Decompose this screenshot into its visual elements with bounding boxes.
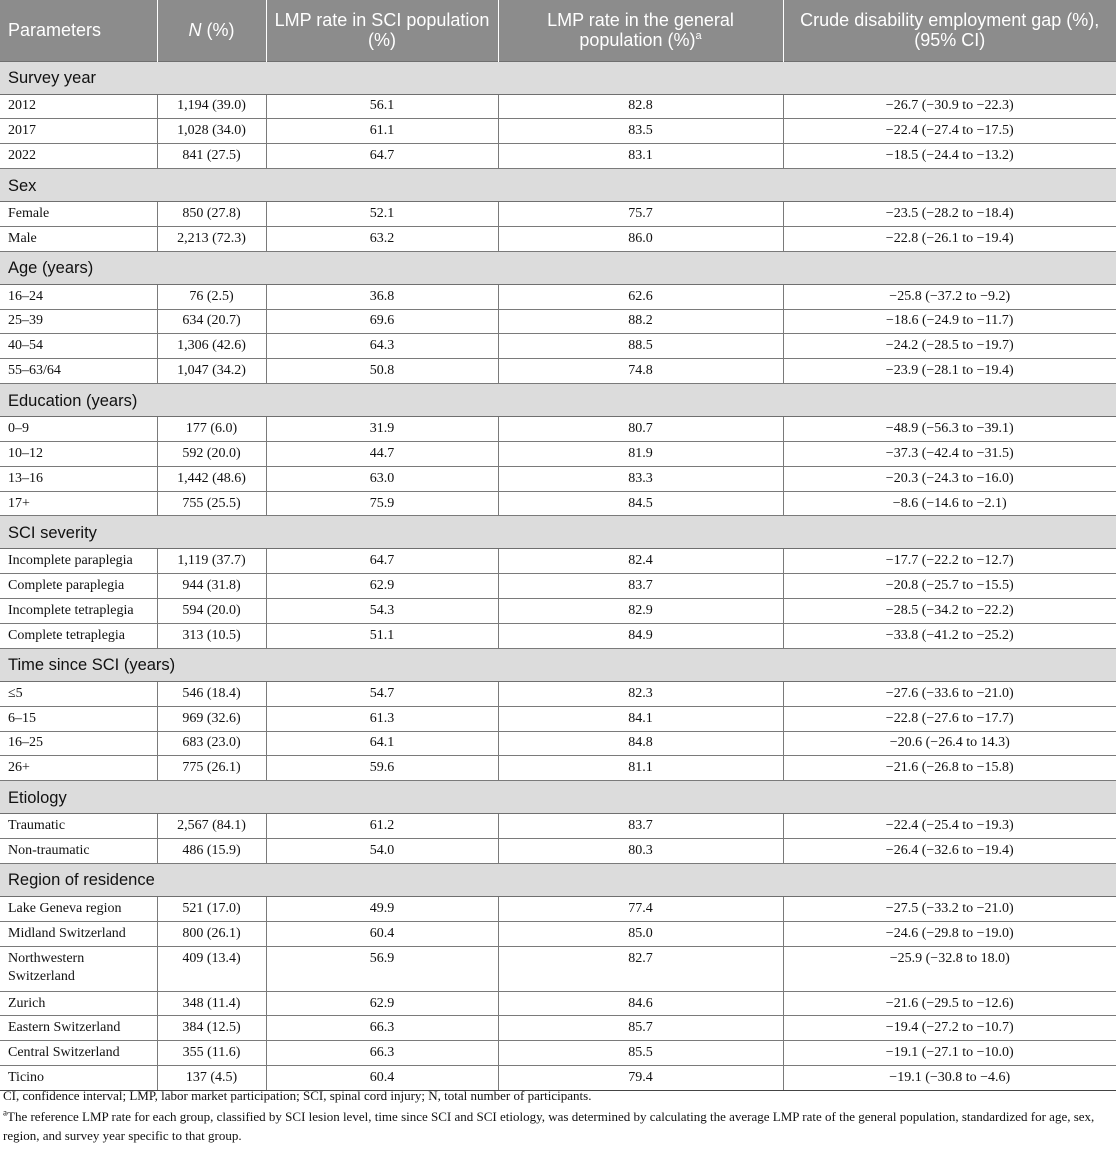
row-n-percent: 137 (4.5) bbox=[157, 1066, 266, 1091]
row-n-percent: 384 (12.5) bbox=[157, 1016, 266, 1041]
row-lmp-sci: 69.6 bbox=[266, 309, 498, 334]
table-row bbox=[0, 896, 1116, 921]
row-lmp-general: 84.6 bbox=[498, 991, 783, 1016]
table-row bbox=[0, 991, 1116, 1016]
row-lmp-sci: 64.7 bbox=[266, 144, 498, 169]
group-title: SCI severity bbox=[0, 516, 1116, 549]
row-label: 2017 bbox=[0, 119, 157, 144]
row-n-percent: 546 (18.4) bbox=[157, 681, 266, 706]
row-label: 17+ bbox=[0, 491, 157, 516]
table-row bbox=[0, 491, 1116, 516]
row-lmp-sci: 62.9 bbox=[266, 991, 498, 1016]
row-lmp-general: 80.3 bbox=[498, 839, 783, 864]
group-title: Age (years) bbox=[0, 251, 1116, 284]
table-row bbox=[0, 309, 1116, 334]
row-lmp-general: 81.1 bbox=[498, 756, 783, 781]
row-lmp-sci: 64.7 bbox=[266, 549, 498, 574]
row-lmp-sci: 44.7 bbox=[266, 441, 498, 466]
row-lmp-sci: 52.1 bbox=[266, 202, 498, 227]
row-lmp-sci: 64.3 bbox=[266, 334, 498, 359]
row-lmp-sci: 63.2 bbox=[266, 226, 498, 251]
row-n-percent: 409 (13.4) bbox=[157, 946, 266, 991]
row-employment-gap: −33.8 (−41.2 to −25.2) bbox=[783, 624, 1116, 649]
row-lmp-sci: 54.0 bbox=[266, 839, 498, 864]
row-n-percent: 841 (27.5) bbox=[157, 144, 266, 169]
row-employment-gap: −22.4 (−27.4 to −17.5) bbox=[783, 119, 1116, 144]
row-employment-gap: −26.4 (−32.6 to −19.4) bbox=[783, 839, 1116, 864]
row-lmp-sci: 51.1 bbox=[266, 624, 498, 649]
table-body bbox=[0, 61, 1116, 1090]
row-n-percent: 76 (2.5) bbox=[157, 284, 266, 309]
row-lmp-sci: 49.9 bbox=[266, 896, 498, 921]
table-row bbox=[0, 226, 1116, 251]
row-employment-gap: −21.6 (−26.8 to −15.8) bbox=[783, 756, 1116, 781]
table-row bbox=[0, 706, 1116, 731]
row-label: Traumatic bbox=[0, 814, 157, 839]
row-lmp-general: 80.7 bbox=[498, 417, 783, 442]
row-lmp-general: 84.9 bbox=[498, 624, 783, 649]
row-n-percent: 1,194 (39.0) bbox=[157, 94, 266, 119]
row-label: Zurich bbox=[0, 991, 157, 1016]
row-lmp-sci: 64.1 bbox=[266, 731, 498, 756]
row-lmp-general: 81.9 bbox=[498, 441, 783, 466]
row-label: 55–63/64 bbox=[0, 359, 157, 384]
row-employment-gap: −28.5 (−34.2 to −22.2) bbox=[783, 599, 1116, 624]
group-title: Time since SCI (years) bbox=[0, 648, 1116, 681]
row-n-percent: 755 (25.5) bbox=[157, 491, 266, 516]
table-row bbox=[0, 334, 1116, 359]
table-row bbox=[0, 359, 1116, 384]
row-lmp-general: 85.5 bbox=[498, 1041, 783, 1066]
row-n-percent: 1,047 (34.2) bbox=[157, 359, 266, 384]
row-lmp-sci: 54.7 bbox=[266, 681, 498, 706]
row-n-percent: 944 (31.8) bbox=[157, 574, 266, 599]
row-n-percent: 1,306 (42.6) bbox=[157, 334, 266, 359]
row-lmp-sci: 62.9 bbox=[266, 574, 498, 599]
table-row bbox=[0, 731, 1116, 756]
footnote-marker: a bbox=[3, 1107, 7, 1118]
row-lmp-sci: 75.9 bbox=[266, 491, 498, 516]
row-employment-gap: −24.2 (−28.5 to −19.7) bbox=[783, 334, 1116, 359]
row-employment-gap: −22.8 (−27.6 to −17.7) bbox=[783, 706, 1116, 731]
row-label: Non-traumatic bbox=[0, 839, 157, 864]
row-employment-gap: −23.9 (−28.1 to −19.4) bbox=[783, 359, 1116, 384]
row-n-percent: 177 (6.0) bbox=[157, 417, 266, 442]
row-lmp-sci: 61.1 bbox=[266, 119, 498, 144]
group-title: Education (years) bbox=[0, 384, 1116, 417]
row-label: Central Switzerland bbox=[0, 1041, 157, 1066]
row-lmp-general: 83.5 bbox=[498, 119, 783, 144]
footnote-note-text: The reference LMP rate for each group, classified by SCI lesion level, time since SCI and SCI etiology, was determined by calculating the average LMP rate of the general population, standardized for age, sex, region, and survey year specific to that group. bbox=[3, 1109, 1095, 1143]
group-row bbox=[0, 648, 1116, 681]
row-lmp-sci: 59.6 bbox=[266, 756, 498, 781]
row-n-percent: 2,213 (72.3) bbox=[157, 226, 266, 251]
table-row bbox=[0, 466, 1116, 491]
row-label: Complete tetraplegia bbox=[0, 624, 157, 649]
row-lmp-general: 62.6 bbox=[498, 284, 783, 309]
row-employment-gap: −48.9 (−56.3 to −39.1) bbox=[783, 417, 1116, 442]
row-label: 6–15 bbox=[0, 706, 157, 731]
row-n-percent: 683 (23.0) bbox=[157, 731, 266, 756]
table-row bbox=[0, 681, 1116, 706]
row-employment-gap: −23.5 (−28.2 to −18.4) bbox=[783, 202, 1116, 227]
row-lmp-general: 84.8 bbox=[498, 731, 783, 756]
row-employment-gap: −37.3 (−42.4 to −31.5) bbox=[783, 441, 1116, 466]
row-employment-gap: −8.6 (−14.6 to −2.1) bbox=[783, 491, 1116, 516]
row-label: Midland Switzerland bbox=[0, 921, 157, 946]
row-label: Ticino bbox=[0, 1066, 157, 1091]
row-lmp-general: 84.1 bbox=[498, 706, 783, 731]
table-row bbox=[0, 94, 1116, 119]
row-employment-gap: −26.7 (−30.9 to −22.3) bbox=[783, 94, 1116, 119]
row-employment-gap: −22.4 (−25.4 to −19.3) bbox=[783, 814, 1116, 839]
row-lmp-general: 82.4 bbox=[498, 549, 783, 574]
row-label: 16–25 bbox=[0, 731, 157, 756]
row-n-percent: 313 (10.5) bbox=[157, 624, 266, 649]
row-label: 10–12 bbox=[0, 441, 157, 466]
row-n-percent: 1,028 (34.0) bbox=[157, 119, 266, 144]
header-lmp-sci: LMP rate in SCI population (%) bbox=[266, 0, 498, 61]
table-row bbox=[0, 624, 1116, 649]
table-row bbox=[0, 599, 1116, 624]
header-lmp-general-label: LMP rate in the general population (%) bbox=[547, 10, 734, 51]
table-row bbox=[0, 574, 1116, 599]
group-title: Sex bbox=[0, 169, 1116, 202]
row-label: Female bbox=[0, 202, 157, 227]
group-row bbox=[0, 781, 1116, 814]
table-row bbox=[0, 756, 1116, 781]
header-n-percent bbox=[157, 0, 266, 61]
row-lmp-sci: 56.9 bbox=[266, 946, 498, 991]
row-n-percent: 592 (20.0) bbox=[157, 441, 266, 466]
group-row bbox=[0, 169, 1116, 202]
row-n-percent: 1,119 (37.7) bbox=[157, 549, 266, 574]
row-lmp-sci: 61.2 bbox=[266, 814, 498, 839]
row-label: Northwestern Switzerland bbox=[0, 946, 157, 991]
row-lmp-sci: 56.1 bbox=[266, 94, 498, 119]
row-employment-gap: −19.1 (−30.8 to −4.6) bbox=[783, 1066, 1116, 1091]
row-lmp-general: 75.7 bbox=[498, 202, 783, 227]
table-row bbox=[0, 144, 1116, 169]
group-title: Region of residence bbox=[0, 863, 1116, 896]
row-label: 2022 bbox=[0, 144, 157, 169]
row-employment-gap: −19.4 (−27.2 to −10.7) bbox=[783, 1016, 1116, 1041]
group-row bbox=[0, 516, 1116, 549]
row-lmp-sci: 60.4 bbox=[266, 1066, 498, 1091]
header-employment-gap: Crude disability employment gap (%), (95% CI) bbox=[783, 0, 1116, 61]
row-lmp-general: 88.2 bbox=[498, 309, 783, 334]
row-label: 40–54 bbox=[0, 334, 157, 359]
row-label: ≤5 bbox=[0, 681, 157, 706]
row-lmp-sci: 54.3 bbox=[266, 599, 498, 624]
row-employment-gap: −22.8 (−26.1 to −19.4) bbox=[783, 226, 1116, 251]
row-lmp-sci: 50.8 bbox=[266, 359, 498, 384]
row-n-percent: 486 (15.9) bbox=[157, 839, 266, 864]
row-employment-gap: −27.5 (−33.2 to −21.0) bbox=[783, 896, 1116, 921]
row-lmp-general: 83.7 bbox=[498, 814, 783, 839]
row-lmp-general: 74.8 bbox=[498, 359, 783, 384]
row-employment-gap: −18.6 (−24.9 to −11.7) bbox=[783, 309, 1116, 334]
row-employment-gap: −20.6 (−26.4 to 14.3) bbox=[783, 731, 1116, 756]
row-n-percent: 2,567 (84.1) bbox=[157, 814, 266, 839]
row-label: Male bbox=[0, 226, 157, 251]
row-label: Lake Geneva region bbox=[0, 896, 157, 921]
row-lmp-general: 83.3 bbox=[498, 466, 783, 491]
table-row bbox=[0, 839, 1116, 864]
table-row bbox=[0, 441, 1116, 466]
table-row bbox=[0, 284, 1116, 309]
table-row bbox=[0, 549, 1116, 574]
row-lmp-general: 82.3 bbox=[498, 681, 783, 706]
row-lmp-general: 77.4 bbox=[498, 896, 783, 921]
table-row bbox=[0, 946, 1116, 991]
group-title: Survey year bbox=[0, 61, 1116, 94]
row-employment-gap: −18.5 (−24.4 to −13.2) bbox=[783, 144, 1116, 169]
row-label: 16–24 bbox=[0, 284, 157, 309]
row-lmp-general: 85.7 bbox=[498, 1016, 783, 1041]
row-n-percent: 355 (11.6) bbox=[157, 1041, 266, 1066]
row-lmp-sci: 63.0 bbox=[266, 466, 498, 491]
row-lmp-sci: 60.4 bbox=[266, 921, 498, 946]
table-row bbox=[0, 119, 1116, 144]
header-n-symbol: N bbox=[188, 20, 202, 41]
row-employment-gap: −20.8 (−25.7 to −15.5) bbox=[783, 574, 1116, 599]
group-row bbox=[0, 61, 1116, 94]
row-label: 13–16 bbox=[0, 466, 157, 491]
row-lmp-general: 82.7 bbox=[498, 946, 783, 991]
row-employment-gap: −20.3 (−24.3 to −16.0) bbox=[783, 466, 1116, 491]
table-row bbox=[0, 1016, 1116, 1041]
row-n-percent: 634 (20.7) bbox=[157, 309, 266, 334]
header-parameters: Parameters bbox=[0, 0, 157, 61]
row-lmp-sci: 66.3 bbox=[266, 1016, 498, 1041]
footnote-abbreviations: CI, confidence interval; LMP, labor market participation; SCI, spinal cord injury; N, total number of participants. bbox=[3, 1088, 592, 1103]
table-header-row bbox=[0, 0, 1116, 61]
table-row bbox=[0, 202, 1116, 227]
row-label: Incomplete tetraplegia bbox=[0, 599, 157, 624]
header-footnote-marker: a bbox=[695, 30, 702, 43]
row-n-percent: 969 (32.6) bbox=[157, 706, 266, 731]
row-n-percent: 521 (17.0) bbox=[157, 896, 266, 921]
row-lmp-sci: 36.8 bbox=[266, 284, 498, 309]
row-lmp-general: 83.7 bbox=[498, 574, 783, 599]
row-label: Incomplete paraplegia bbox=[0, 549, 157, 574]
row-lmp-sci: 61.3 bbox=[266, 706, 498, 731]
row-lmp-sci: 66.3 bbox=[266, 1041, 498, 1066]
row-n-percent: 775 (26.1) bbox=[157, 756, 266, 781]
header-lmp-general bbox=[498, 0, 783, 61]
row-n-percent: 1,442 (48.6) bbox=[157, 466, 266, 491]
header-percent-label: (%) bbox=[201, 20, 235, 41]
row-employment-gap: −19.1 (−27.1 to −10.0) bbox=[783, 1041, 1116, 1066]
row-employment-gap: −25.8 (−37.2 to −9.2) bbox=[783, 284, 1116, 309]
group-row bbox=[0, 251, 1116, 284]
row-label: 0–9 bbox=[0, 417, 157, 442]
table-row bbox=[0, 417, 1116, 442]
table-row bbox=[0, 814, 1116, 839]
row-employment-gap: −27.6 (−33.6 to −21.0) bbox=[783, 681, 1116, 706]
group-title: Etiology bbox=[0, 781, 1116, 814]
row-n-percent: 850 (27.8) bbox=[157, 202, 266, 227]
row-label: 25–39 bbox=[0, 309, 157, 334]
group-row bbox=[0, 384, 1116, 417]
row-lmp-general: 82.8 bbox=[498, 94, 783, 119]
group-row bbox=[0, 863, 1116, 896]
row-employment-gap: −25.9 (−32.8 to 18.0) bbox=[783, 946, 1116, 991]
row-n-percent: 800 (26.1) bbox=[157, 921, 266, 946]
table-row bbox=[0, 921, 1116, 946]
row-lmp-general: 79.4 bbox=[498, 1066, 783, 1091]
row-employment-gap: −21.6 (−29.5 to −12.6) bbox=[783, 991, 1116, 1016]
row-lmp-general: 84.5 bbox=[498, 491, 783, 516]
row-lmp-general: 85.0 bbox=[498, 921, 783, 946]
table-row bbox=[0, 1041, 1116, 1066]
row-label: Eastern Switzerland bbox=[0, 1016, 157, 1041]
row-label: 26+ bbox=[0, 756, 157, 781]
row-label: 2012 bbox=[0, 94, 157, 119]
row-lmp-general: 82.9 bbox=[498, 599, 783, 624]
row-lmp-general: 88.5 bbox=[498, 334, 783, 359]
row-lmp-sci: 31.9 bbox=[266, 417, 498, 442]
row-employment-gap: −24.6 (−29.8 to −19.0) bbox=[783, 921, 1116, 946]
footnote-reference-note bbox=[0, 1107, 1116, 1145]
row-employment-gap: −17.7 (−22.2 to −12.7) bbox=[783, 549, 1116, 574]
row-lmp-general: 86.0 bbox=[498, 226, 783, 251]
row-lmp-general: 83.1 bbox=[498, 144, 783, 169]
row-n-percent: 594 (20.0) bbox=[157, 599, 266, 624]
row-n-percent: 348 (11.4) bbox=[157, 991, 266, 1016]
row-label: Complete paraplegia bbox=[0, 574, 157, 599]
